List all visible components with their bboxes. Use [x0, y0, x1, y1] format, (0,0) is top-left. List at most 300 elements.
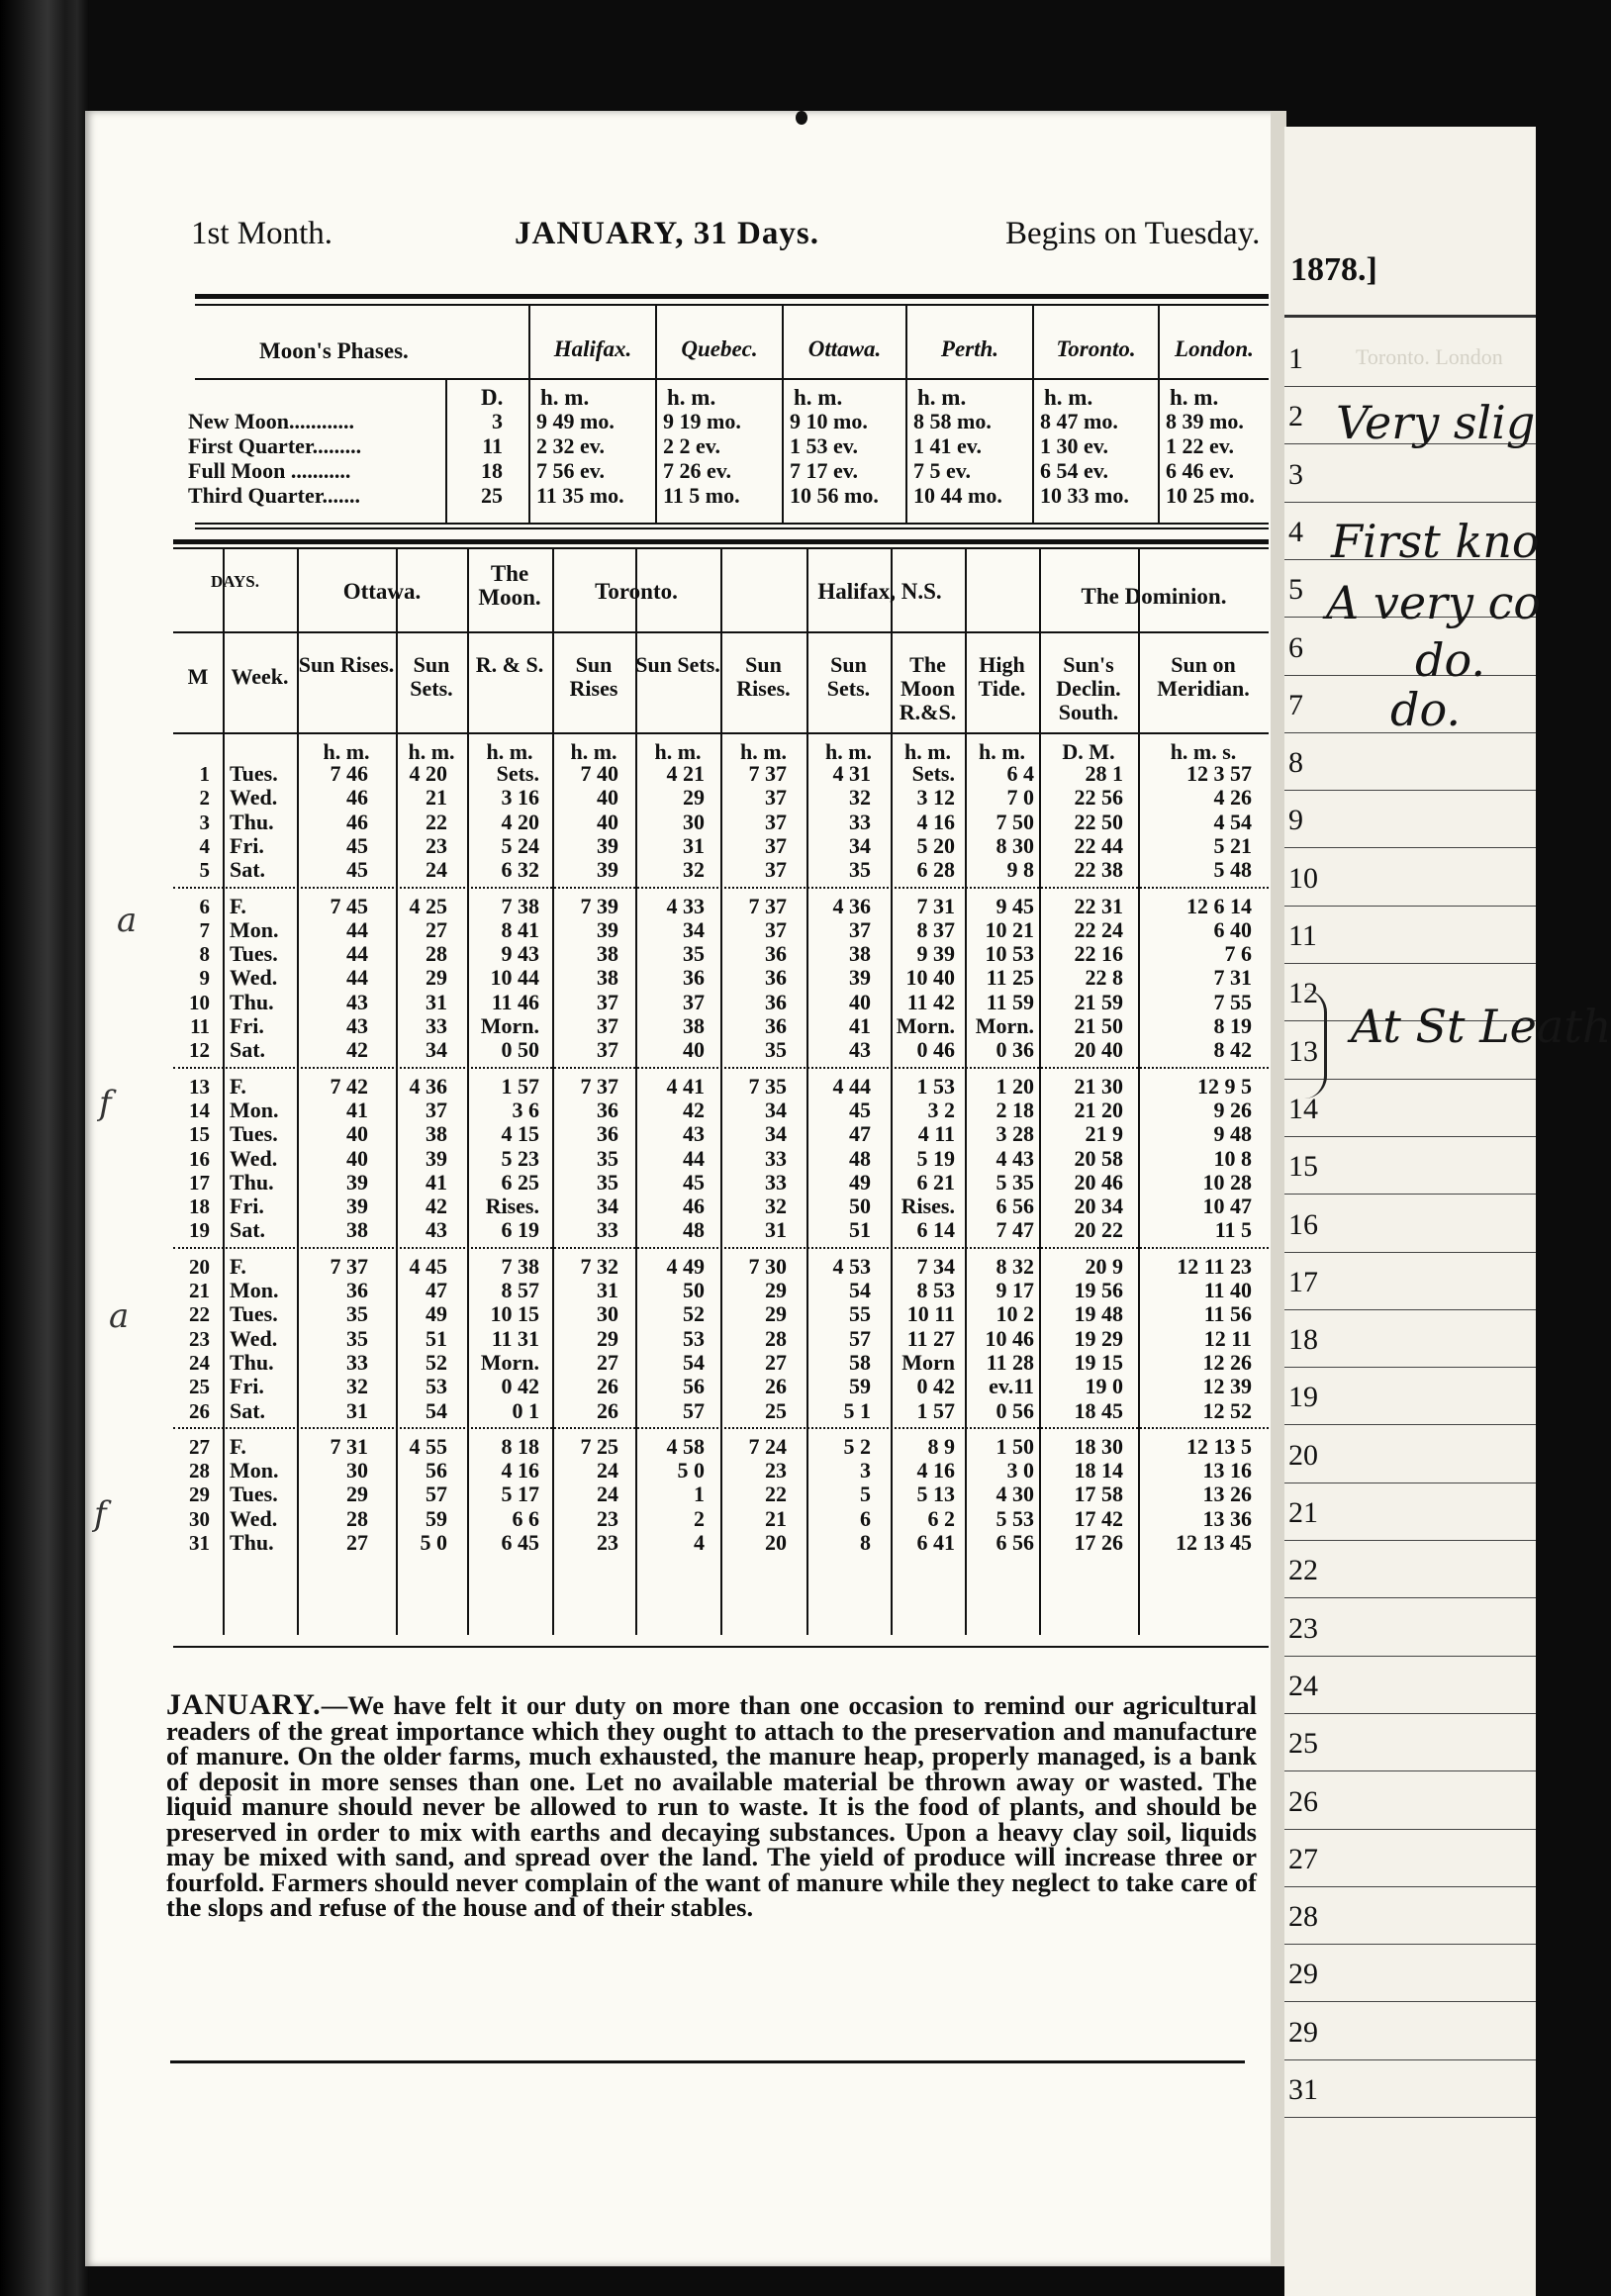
table-cell: 46	[346, 785, 368, 811]
table-cell: 22 16	[1074, 941, 1123, 967]
table-cell: 1	[199, 762, 210, 786]
row-number: 4	[1288, 515, 1303, 548]
table-cell: Thu.	[230, 1530, 274, 1555]
week-separator	[173, 887, 1269, 891]
table-cell: 11 31	[491, 1325, 539, 1351]
table-cell: 8 37	[916, 916, 955, 942]
table-cell: 4 16	[916, 809, 955, 834]
table-cell: 36	[683, 965, 705, 991]
table-cell: Tues.	[230, 1301, 278, 1327]
table-cell: 43	[849, 1037, 871, 1063]
table-cell: 10 46	[985, 1325, 1034, 1351]
table-cell: 6 14	[916, 1217, 955, 1243]
table-cell: 4 16	[916, 1458, 955, 1483]
table-cell: 13 36	[1202, 1505, 1252, 1531]
table-cell: 0 36	[995, 1037, 1034, 1063]
table-cell: 9 45	[995, 893, 1034, 918]
table-cell: 7 38	[501, 1253, 539, 1279]
table-cell: 4 20	[501, 809, 539, 834]
table-cell: 33	[597, 1217, 618, 1243]
table-cell: 51	[849, 1217, 871, 1243]
column-header: Sun Rises.	[736, 652, 791, 701]
book-binding	[0, 0, 89, 2296]
row-rule	[1284, 1713, 1536, 1714]
pencil-mark: f	[94, 1494, 107, 1534]
table-cell: 35	[346, 1301, 368, 1327]
table-cell: 3	[860, 1458, 871, 1483]
table-cell: 50	[849, 1194, 871, 1219]
table-cell: 12 11 23	[1177, 1253, 1252, 1279]
table-cell: 34	[426, 1037, 447, 1063]
table-cell: 47	[426, 1278, 447, 1302]
table-cell: 20	[189, 1254, 210, 1279]
table-cell: 38	[597, 965, 618, 991]
table-cell: 42	[346, 1037, 368, 1063]
table-cell: 23	[597, 1505, 618, 1531]
table-cell: 44	[346, 941, 368, 967]
table-cell: 7 47	[995, 1217, 1034, 1243]
table-cell: 5 21	[1213, 832, 1252, 858]
table-cell: 7 39	[580, 893, 618, 918]
moon-phase-time: 7 17 ev.	[790, 458, 859, 483]
table-cell: Mon.	[230, 1097, 279, 1122]
table-cell: 40	[849, 989, 871, 1014]
table-cell: 33	[426, 1013, 447, 1038]
table-cell: 10	[189, 990, 210, 1014]
table-cell: 37	[683, 989, 705, 1014]
column-header: High Tide.	[978, 652, 1026, 701]
table-cell: 5	[199, 858, 210, 883]
table-cell: 7 37	[748, 761, 787, 786]
table-cell: 21 50	[1074, 1013, 1123, 1038]
table-cell: 27	[346, 1530, 368, 1555]
table-cell: 7 31	[330, 1433, 368, 1459]
row-number: 31	[1288, 2073, 1318, 2106]
column-header: Sun Sets.	[635, 652, 720, 677]
table-cell: 37	[597, 1037, 618, 1063]
table-cell: 9 48	[1213, 1121, 1252, 1147]
table-cell: 5 13	[916, 1482, 955, 1507]
table-cell: 4 54	[1213, 809, 1252, 834]
table-cell: Mon.	[230, 1458, 279, 1483]
table-cell: Morn	[901, 1349, 955, 1375]
table-cell: 40	[683, 1037, 705, 1063]
table-cell: 23	[597, 1530, 618, 1555]
table-cell: 49	[849, 1169, 871, 1195]
unit-label: h. m.	[794, 385, 843, 410]
table-cell: 20 40	[1074, 1037, 1123, 1063]
column-header: M	[187, 664, 209, 689]
unit-label: h. m.	[739, 739, 788, 764]
row-rule	[1284, 386, 1536, 387]
table-cell: 8 30	[995, 832, 1034, 858]
row-rule	[1284, 1367, 1536, 1368]
table-cell: 21	[189, 1279, 210, 1302]
table-cell: 20 58	[1074, 1145, 1123, 1171]
week-separator	[173, 1247, 1269, 1251]
moon-phase-time: 10 25 mo.	[1166, 483, 1255, 508]
table-cell: 47	[849, 1121, 871, 1147]
table-cell: 37	[426, 1097, 447, 1122]
table-cell: 35	[765, 1037, 787, 1063]
table-cell: 15	[189, 1122, 210, 1147]
table-cell: Rises.	[485, 1194, 539, 1219]
table-cell: 38	[683, 1013, 705, 1038]
table-cell: 3 12	[916, 785, 955, 811]
column-header: Sun Rises.	[298, 652, 395, 677]
row-number: 17	[1288, 1265, 1318, 1298]
table-cell: Mon.	[230, 916, 279, 942]
row-rule	[1284, 1424, 1536, 1425]
row-number: 18	[1288, 1323, 1318, 1357]
table-cell: 6 41	[916, 1530, 955, 1555]
rule	[195, 304, 1269, 306]
table-cell: 57	[426, 1482, 447, 1507]
table-cell: 33	[765, 1169, 787, 1195]
col-divider	[445, 380, 447, 523]
group-header: The Moon.	[478, 561, 541, 610]
table-cell: 11 40	[1203, 1278, 1252, 1302]
table-cell: 3 28	[995, 1121, 1034, 1147]
table-cell: 8 53	[916, 1278, 955, 1302]
table-cell: 45	[346, 857, 368, 883]
table-cell: Tues.	[230, 941, 278, 967]
table-cell: 30	[346, 1458, 368, 1483]
table-cell: 8 57	[501, 1278, 539, 1302]
table-cell: 17 26	[1074, 1530, 1123, 1555]
table-cell: 45	[346, 832, 368, 858]
table-cell: 19 0	[1085, 1374, 1123, 1399]
table-cell: 27	[765, 1349, 787, 1375]
row-rule	[1284, 1194, 1536, 1195]
table-cell: Thu.	[230, 1349, 274, 1375]
table-cell: 22 8	[1085, 965, 1123, 991]
table-cell: 18 14	[1074, 1458, 1123, 1483]
table-cell: 23	[189, 1326, 210, 1351]
unit-label: h. m. s.	[1170, 739, 1237, 764]
table-cell: 27	[597, 1349, 618, 1375]
row-number: 26	[1288, 1784, 1318, 1818]
table-cell: 37	[765, 832, 787, 858]
table-cell: Wed.	[230, 1505, 278, 1531]
row-number: 22	[1288, 1554, 1318, 1587]
table-cell: 7 40	[580, 761, 618, 786]
moon-phase-name: Full Moon ...........	[188, 458, 351, 483]
table-cell: 6	[860, 1505, 871, 1531]
table-cell: 26	[597, 1397, 618, 1423]
table-cell: Fri.	[230, 1374, 264, 1399]
table-cell: Sat.	[230, 857, 266, 883]
table-cell: 18 45	[1074, 1397, 1123, 1423]
table-cell: 9 8	[1006, 857, 1034, 883]
table-cell: 6 4	[1006, 761, 1034, 786]
table-cell: 20	[765, 1530, 787, 1555]
table-cell: 34	[849, 832, 871, 858]
table-cell: 4 53	[832, 1253, 871, 1279]
table-cell: 49	[426, 1301, 447, 1327]
table-cell: 30	[683, 809, 705, 834]
table-cell: 48	[849, 1145, 871, 1171]
handwriting-note: do.	[1415, 633, 1485, 687]
table-cell: 4 30	[995, 1482, 1034, 1507]
table-cell: 34	[765, 1121, 787, 1147]
table-cell: 7 37	[580, 1073, 618, 1099]
table-cell: 38	[597, 941, 618, 967]
table-cell: 36	[597, 1121, 618, 1147]
table-cell: 7 6	[1224, 941, 1252, 967]
row-number: 16	[1288, 1207, 1318, 1241]
city-header: London.	[1175, 336, 1254, 361]
moon-phase-time: 6 54 ev.	[1040, 458, 1109, 483]
table-cell: 26	[597, 1374, 618, 1399]
table-cell: 5 20	[916, 832, 955, 858]
table-cell: 7 42	[330, 1073, 368, 1099]
table-cell: 1 20	[995, 1073, 1034, 1099]
rule	[173, 631, 1269, 633]
table-cell: 12 26	[1202, 1349, 1252, 1375]
table-cell: 22 50	[1074, 809, 1123, 834]
table-cell: 31	[597, 1278, 618, 1302]
table-cell: 4 11	[917, 1121, 955, 1147]
table-cell: 54	[426, 1397, 447, 1423]
handwriting-note: Very slig	[1336, 396, 1536, 449]
unit-label: h. m.	[824, 739, 873, 764]
table-cell: 4 16	[501, 1458, 539, 1483]
row-number: 7	[1288, 688, 1303, 721]
table-cell: 40	[597, 809, 618, 834]
table-cell: 9 39	[916, 941, 955, 967]
table-cell: 7 37	[748, 893, 787, 918]
table-cell: Rises.	[900, 1194, 955, 1219]
table-cell: Sat.	[230, 1397, 266, 1423]
table-cell: 42	[683, 1097, 705, 1122]
table-cell: 7 31	[916, 893, 955, 918]
moon-phase-day: 3	[492, 409, 503, 433]
table-cell: 10 44	[490, 965, 539, 991]
column-header: Sun's Declin. South.	[1056, 652, 1121, 724]
month-number: 1st Month.	[191, 216, 333, 251]
table-cell: 5 17	[501, 1482, 539, 1507]
table-cell: 28	[765, 1325, 787, 1351]
table-cell: 46	[683, 1194, 705, 1219]
table-cell: 29	[189, 1483, 210, 1507]
table-cell: 39	[346, 1194, 368, 1219]
table-cell: 48	[683, 1217, 705, 1243]
table-cell: 7 37	[330, 1253, 368, 1279]
table-cell: 4 26	[1213, 785, 1252, 811]
row-rule	[1284, 2117, 1536, 2118]
table-cell: 6 56	[995, 1530, 1034, 1555]
table-cell: 27	[426, 916, 447, 942]
table-cell: 7 32	[580, 1253, 618, 1279]
table-cell: 8 41	[501, 916, 539, 942]
table-cell: 40	[346, 1121, 368, 1147]
table-cell: 44	[346, 916, 368, 942]
table-cell: 7 0	[1006, 785, 1034, 811]
table-cell: 4 45	[409, 1253, 447, 1279]
table-cell: 4 33	[666, 893, 705, 918]
table-cell: 35	[597, 1145, 618, 1171]
unit-label: h. m.	[917, 385, 967, 410]
table-cell: 21	[426, 785, 447, 811]
table-cell: 4 31	[832, 761, 871, 786]
table-cell: 12 52	[1202, 1397, 1252, 1423]
row-number: 1	[1288, 342, 1303, 375]
table-cell: 43	[426, 1217, 447, 1243]
table-cell: 4 58	[666, 1433, 705, 1459]
table-cell: Mon.	[230, 1278, 279, 1302]
moon-phase-day: 25	[481, 483, 503, 508]
column-header: The Moon R.&S.	[899, 652, 957, 724]
rule	[195, 523, 1269, 525]
moon-phase-time: 10 33 mo.	[1040, 483, 1129, 508]
table-cell: 12	[189, 1038, 210, 1063]
row-number: 21	[1288, 1496, 1318, 1529]
table-cell: 35	[683, 941, 705, 967]
table-cell: 12 39	[1202, 1374, 1252, 1399]
moon-phase-time: 7 26 ev.	[663, 458, 732, 483]
table-cell: 4 25	[409, 893, 447, 918]
table-cell: 36	[765, 941, 787, 967]
table-cell: 6 32	[501, 857, 539, 883]
unit-label: h. m.	[903, 739, 952, 764]
table-cell: 32	[683, 857, 705, 883]
table-cell: 19 56	[1074, 1278, 1123, 1302]
table-cell: Thu.	[230, 989, 274, 1014]
table-cell: 20 34	[1074, 1194, 1123, 1219]
table-cell: 19 29	[1074, 1325, 1123, 1351]
row-number: 2	[1288, 400, 1303, 433]
table-cell: 45	[683, 1169, 705, 1195]
table-cell: 0 50	[501, 1037, 539, 1063]
table-cell: 6 6	[512, 1505, 539, 1531]
row-rule	[1284, 1309, 1536, 1310]
table-cell: 4 21	[666, 761, 705, 786]
unit-label: h. m.	[570, 739, 617, 764]
row-number: 3	[1288, 457, 1303, 491]
table-cell: 10 28	[1202, 1169, 1252, 1195]
row-rule	[1284, 1597, 1536, 1598]
page-title: JANUARY, 31 Days.	[515, 216, 819, 251]
row-number: 28	[1288, 1900, 1318, 1934]
column-header: Week.	[231, 664, 289, 689]
handwriting-note: A very co	[1326, 576, 1542, 629]
table-cell: Wed.	[230, 1325, 278, 1351]
table-cell: 22	[426, 809, 447, 834]
table-cell: 22 56	[1074, 785, 1123, 811]
table-cell: 7 45	[330, 893, 368, 918]
rule	[1284, 315, 1536, 318]
table-cell: 39	[346, 1169, 368, 1195]
table-cell: 4 44	[832, 1073, 871, 1099]
row-number: 5	[1288, 573, 1303, 607]
rule	[173, 732, 1269, 734]
row-number: 6	[1288, 630, 1303, 664]
table-cell: 5 35	[995, 1169, 1034, 1195]
table-cell: 21 9	[1085, 1121, 1123, 1147]
row-number: 8	[1288, 746, 1303, 780]
table-cell: 5 53	[995, 1505, 1034, 1531]
table-cell: 37	[597, 989, 618, 1014]
city-header: Toronto.	[1056, 336, 1136, 361]
table-cell: 4	[199, 833, 210, 858]
table-cell: 29	[765, 1278, 787, 1302]
table-cell: Fri.	[230, 832, 264, 858]
year-label: 1878.]	[1290, 251, 1377, 288]
table-cell: 5 48	[1213, 857, 1252, 883]
unit-label: h. m.	[667, 385, 716, 410]
print-dot	[796, 111, 807, 125]
table-cell: 0 46	[916, 1037, 955, 1063]
table-cell: 28	[426, 941, 447, 967]
table-cell: 50	[683, 1278, 705, 1302]
table-cell: 11 27	[906, 1325, 955, 1351]
table-cell: 31	[683, 832, 705, 858]
table-cell: 20 9	[1085, 1253, 1123, 1279]
unit-label: h. m.	[486, 739, 533, 764]
table-cell: 52	[683, 1301, 705, 1327]
unit-label: h. m.	[978, 739, 1026, 764]
table-cell: 37	[597, 1013, 618, 1038]
column-header: R. & S.	[475, 652, 544, 677]
table-cell: 25	[765, 1397, 787, 1423]
table-cell: Tues.	[230, 761, 278, 786]
table-cell: 29	[765, 1301, 787, 1327]
table-cell: 25	[189, 1375, 210, 1399]
table-cell: 20 22	[1074, 1217, 1123, 1243]
row-rule	[1284, 963, 1536, 964]
row-number: 27	[1288, 1842, 1318, 1875]
table-cell: 7 38	[501, 893, 539, 918]
row-rule	[1284, 1136, 1536, 1137]
table-cell: 31	[346, 1397, 368, 1423]
row-rule	[1284, 1770, 1536, 1771]
table-cell: 0 56	[995, 1397, 1034, 1423]
table-cell: 12 6 14	[1186, 893, 1252, 918]
rule	[173, 539, 1269, 544]
moon-phase-time: 10 56 mo.	[790, 483, 879, 508]
table-cell: 33	[849, 809, 871, 834]
table-cell: 32	[346, 1374, 368, 1399]
table-cell: 1 57	[916, 1397, 955, 1423]
table-cell: 39	[597, 916, 618, 942]
table-cell: 8 42	[1213, 1037, 1252, 1063]
table-cell: Sat.	[230, 1217, 266, 1243]
table-cell: 11 28	[986, 1349, 1034, 1375]
table-cell: 7 34	[916, 1253, 955, 1279]
table-cell: ev.11	[989, 1374, 1034, 1399]
table-cell: 54	[683, 1349, 705, 1375]
table-cell: 34	[683, 916, 705, 942]
row-number: 12	[1288, 977, 1318, 1010]
table-cell: 3 6	[512, 1097, 539, 1122]
table-cell: 13 26	[1202, 1482, 1252, 1507]
table-cell: 58	[849, 1349, 871, 1375]
table-cell: 8 18	[501, 1433, 539, 1459]
row-rule	[1284, 1252, 1536, 1253]
group-header: Toronto.	[595, 579, 678, 604]
table-cell: 28 1	[1085, 761, 1123, 786]
row-rule	[1284, 2059, 1536, 2060]
moon-phase-time: 2 2 ev.	[663, 433, 721, 458]
table-cell: 4 20	[409, 761, 447, 786]
table-cell: 41	[346, 1097, 368, 1122]
begins-on: Begins on Tuesday.	[1005, 216, 1261, 251]
table-cell: 33	[765, 1145, 787, 1171]
bracket	[1304, 990, 1327, 1099]
moon-phase-time: 7 56 ev.	[536, 458, 606, 483]
table-cell: 6	[199, 894, 210, 918]
